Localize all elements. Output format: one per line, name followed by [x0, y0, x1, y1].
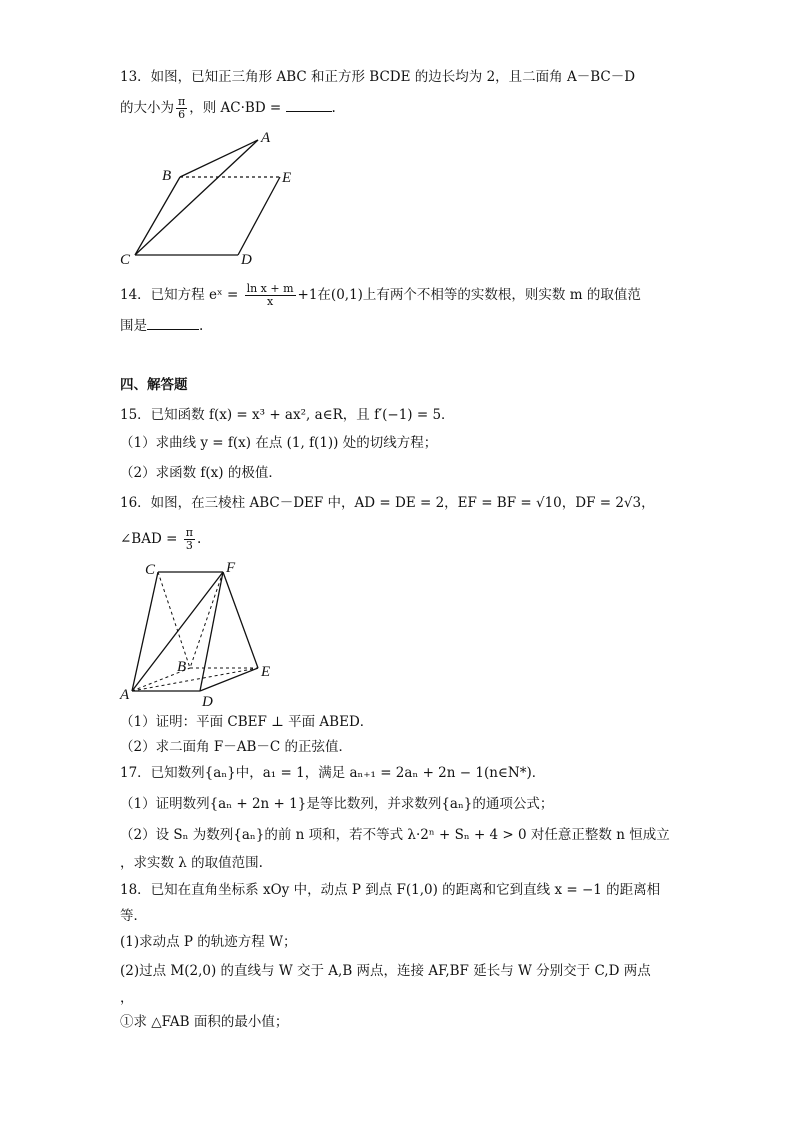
- q17-part-2b: ，求实数 λ 的取值范围.: [120, 855, 263, 871]
- q16-part-1: （1）证明：平面 CBEF ⊥ 平面 ABED．: [120, 714, 374, 730]
- q18-part-2c: ①求 △FAB 面积的最小值；: [120, 1014, 289, 1030]
- section-title: 四、解答题: [120, 377, 188, 393]
- q17-part-1: （1）证明数列{aₙ + 2n + 1}是等比数列，并求数列{aₙ}的通项公式；: [120, 796, 554, 812]
- q16-label-c: C: [145, 562, 156, 578]
- q13-edge-ca: [135, 140, 258, 255]
- q16-text-post: .: [196, 531, 202, 547]
- q15-stem: 15．已知函数 f(x) = x³ + ax², a∈R，且 f′(−1) = 5．: [120, 407, 455, 423]
- q13-answer-blank: [286, 97, 332, 112]
- q18-stem-1: 18．已知在直角坐标系 xOy 中，动点 P 到点 F(1,0) 的距离和它到直线 x = −1 的距离相: [120, 882, 661, 898]
- q17-part-2a: （2）设 Sₙ 为数列{aₙ}的前 n 项和，若不等式 λ·2ⁿ + Sₙ + 4 > 0 对任意正整数 n 恒成立: [120, 827, 670, 843]
- q16-text-pre: ∠BAD =: [120, 531, 182, 547]
- q13-edge-cb: [135, 177, 180, 255]
- q14-fraction: [245, 283, 296, 308]
- q16-part-2: （2）求二面角 F－AB－C 的正弦值．: [120, 739, 353, 755]
- q16-stem-2: [120, 527, 201, 552]
- q13-label-d: D: [241, 252, 252, 268]
- q16-fraction: [184, 527, 195, 552]
- q14-line-1: [120, 283, 641, 308]
- q18-part-1: (1)求动点 P 的轨迹方程 W；: [120, 934, 297, 950]
- q13-frac-num: π: [178, 95, 186, 108]
- q14-text-post: +1在(0,1)上有两个不相等的实数根，则实数 m 的取值范: [297, 287, 641, 303]
- q13-label-e: E: [282, 170, 292, 186]
- q16-edge-ae-dashed: [132, 668, 258, 691]
- q17-stem: 17．已知数列{aₙ}中，a₁ = 1，满足 aₙ₊₁ = 2aₙ + 2n − 1(n∈N*)．: [120, 765, 546, 781]
- q16-stem-1: 16．如图，在三棱柱 ABC－DEF 中，AD = DE = 2，EF = BF = √10，DF = 2√3，: [120, 495, 655, 511]
- q13-frac-den: 6: [178, 108, 186, 121]
- q13-text-pre: 的大小为: [120, 100, 174, 116]
- q15-part-1: （1）求曲线 y = f(x) 在点 (1, f(1)) 处的切线方程；: [120, 435, 438, 451]
- q14-text-pre: 14．已知方程 eˣ =: [120, 287, 243, 303]
- q13-label-c: C: [120, 252, 131, 268]
- q13-line-1: 13．如图，已知正三角形 ABC 和正方形 BCDE 的边长均为 2，且二面角 A－BC－D: [120, 69, 636, 85]
- q16-figure: [118, 558, 288, 708]
- q13-edge-de: [238, 177, 280, 255]
- q16-edge-de: [200, 668, 258, 691]
- q16-label-e: E: [261, 664, 271, 680]
- q14-text-end: .: [199, 318, 204, 334]
- q16-label-f: F: [226, 560, 236, 576]
- q13-fraction: [176, 96, 187, 121]
- q13-line-2: [120, 96, 336, 121]
- q13-figure: [118, 130, 318, 270]
- q14-line-2: [120, 315, 203, 336]
- q16-frac-den: 3: [185, 539, 193, 552]
- q15-part-2: （2）求函数 f(x) 的极值．: [120, 465, 282, 481]
- q16-label-d: D: [202, 694, 213, 710]
- q18-part-2b: ，: [120, 990, 134, 1006]
- q18-stem-2: 等．: [120, 908, 147, 924]
- q16-frac-num: π: [185, 526, 193, 539]
- q13-edge-ba: [180, 140, 258, 177]
- q13-text-post: ，则 AC·BD =: [189, 100, 286, 116]
- q13-text-end: .: [331, 100, 336, 116]
- q16-label-b: B: [177, 659, 187, 675]
- q16-edge-fb-dashed: [190, 572, 223, 668]
- q18-part-2a: (2)过点 M(2,0) 的直线与 W 交于 A,B 两点，连接 AF,BF 延长与 W 分别交于 C,D 两点: [120, 963, 651, 979]
- q13-label-b: B: [162, 168, 172, 184]
- q13-label-a: A: [261, 130, 271, 146]
- q16-edge-fd: [200, 572, 223, 691]
- q14-frac-den: x: [266, 295, 274, 308]
- q16-label-a: A: [120, 687, 130, 703]
- q14-frac-num: ln x + m: [246, 282, 294, 295]
- q16-edge-fe: [223, 572, 258, 668]
- q14-text-pre2: 围是: [120, 318, 147, 334]
- q16-edge-cb-dashed: [158, 572, 190, 668]
- q14-answer-blank: [147, 315, 199, 330]
